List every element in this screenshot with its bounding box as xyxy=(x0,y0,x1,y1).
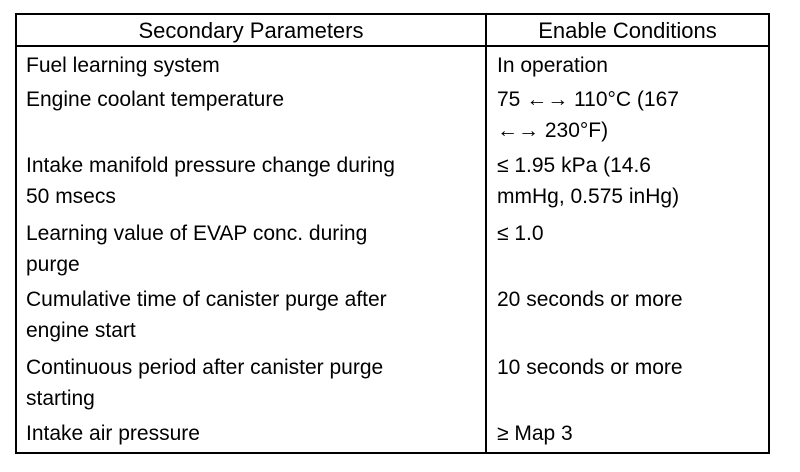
table-row xyxy=(487,352,768,383)
table-row xyxy=(17,150,485,212)
table-row xyxy=(487,284,768,315)
condition-cell: In operation xyxy=(497,54,608,77)
parameters-column xyxy=(17,47,487,452)
condition-cell: 10 seconds or more xyxy=(497,356,683,379)
table-row xyxy=(487,418,768,449)
conditions-column xyxy=(487,47,768,452)
parameter-cell: Learning value of EVAP conc. during purge xyxy=(26,222,368,276)
table-row xyxy=(17,84,485,115)
parameters-table xyxy=(15,13,770,454)
column-header-enable-conditions: Enable Conditions xyxy=(487,15,768,47)
table-row xyxy=(487,84,768,146)
table-row xyxy=(17,284,485,346)
table-row xyxy=(17,418,485,449)
parameter-cell: Continuous period after canister purge starting xyxy=(26,356,384,410)
table-row xyxy=(17,50,485,81)
parameter-cell: Intake manifold pressure change during 50 msecs xyxy=(26,154,395,208)
parameter-cell: Intake air pressure xyxy=(26,422,200,445)
parameter-cell: Fuel learning system xyxy=(26,54,220,77)
column-header-secondary-parameters: Secondary Parameters xyxy=(17,15,487,47)
table-row xyxy=(17,352,485,414)
condition-cell: ≤ 1.95 kPa (14.6 mmHg, 0.575 inHg) xyxy=(497,154,680,208)
table-row xyxy=(487,150,768,212)
table-row xyxy=(17,218,485,280)
table-row xyxy=(487,50,768,81)
condition-cell: 75 ←→ 110°C (167 ←→ 230°F) xyxy=(497,88,679,142)
condition-cell: ≥ Map 3 xyxy=(497,422,573,445)
parameter-cell: Cumulative time of canister purge after engine start xyxy=(26,288,387,342)
table-row xyxy=(487,218,768,249)
table-grid xyxy=(17,15,768,452)
condition-cell: ≤ 1.0 xyxy=(497,222,544,245)
condition-cell: 20 seconds or more xyxy=(497,288,683,311)
parameter-cell: Engine coolant temperature xyxy=(26,88,284,111)
